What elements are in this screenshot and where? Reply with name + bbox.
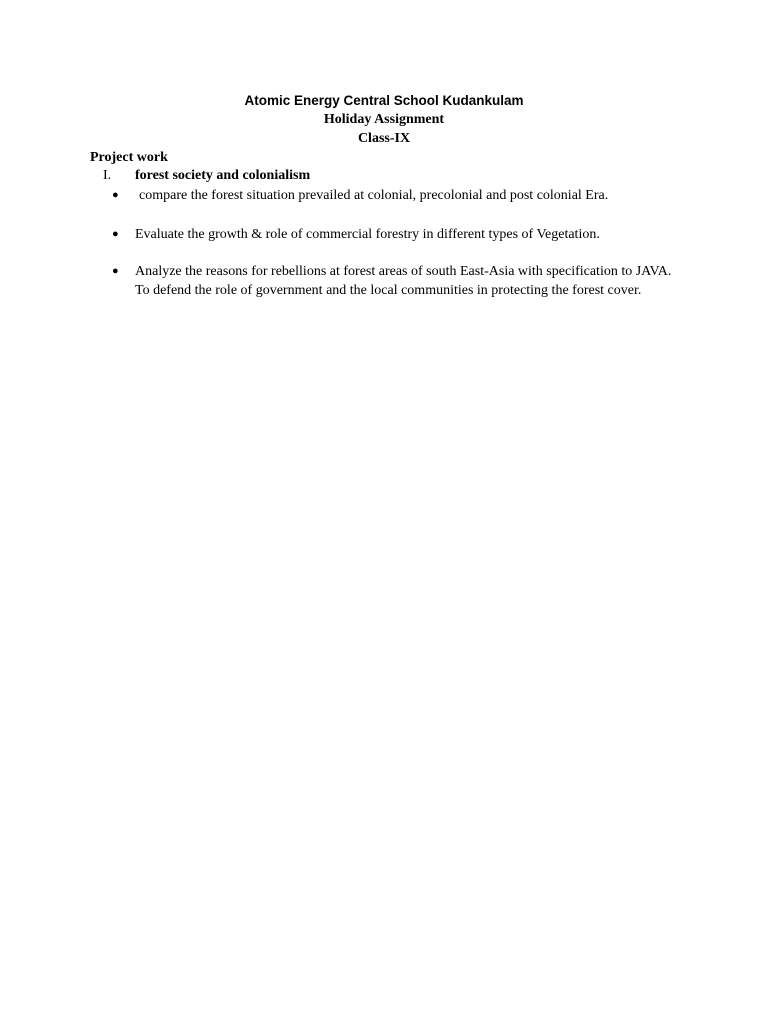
list-item-text: Evaluate the growth & role of commercial forestry in different types of Vegetation. (135, 227, 600, 242)
list-item (135, 262, 735, 300)
assignment-title: Holiday Assignment (323, 112, 445, 127)
topic-title: forest society and colonialism (135, 168, 311, 183)
bullet-icon: ● (112, 189, 119, 201)
list-item-text: Analyze the reasons for rebellions at forest areas of south East-Asia with specification to JAVA. (135, 264, 672, 279)
list-item-text: compare the forest situation prevailed at colonial, precolonial and post colonial Era. (139, 188, 609, 203)
list-item (135, 186, 735, 205)
bullet-icon: ● (112, 228, 119, 240)
section-heading: Project work (90, 150, 168, 165)
school-name-heading: Atomic Energy Central School Kudankulam (244, 93, 524, 108)
list-item (135, 225, 735, 244)
class-label: Class-IX (357, 131, 411, 146)
bullet-icon: ● (112, 265, 119, 277)
topic-numeral: I. (103, 168, 112, 183)
list-item-text-continuation: To defend the role of government and the local communities in protecting the forest cover. (135, 283, 642, 298)
